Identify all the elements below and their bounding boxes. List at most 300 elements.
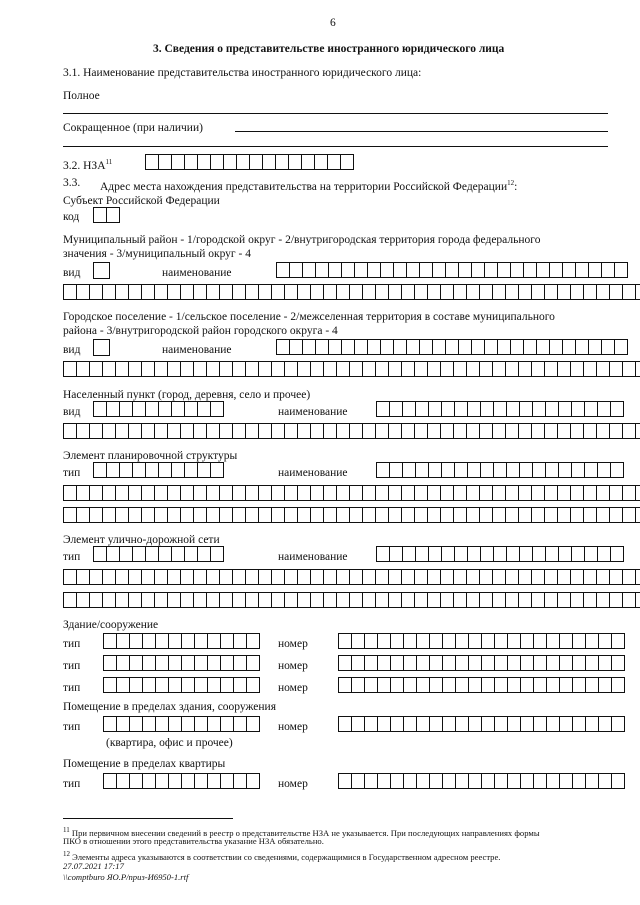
input-cell[interactable] [402, 462, 416, 478]
input-cell[interactable] [406, 339, 420, 355]
input-cell[interactable] [523, 339, 537, 355]
input-cell[interactable] [596, 507, 610, 523]
input-cell[interactable] [180, 592, 194, 608]
input-cell[interactable] [184, 546, 198, 562]
input-cell[interactable] [494, 716, 508, 732]
input-cell[interactable] [442, 655, 456, 671]
input-cell[interactable] [376, 546, 390, 562]
input-cell[interactable] [323, 507, 337, 523]
input-cell[interactable] [584, 462, 598, 478]
input-cell[interactable] [531, 569, 545, 585]
input-cell[interactable] [572, 716, 586, 732]
input-cell[interactable] [323, 485, 337, 501]
input-cell[interactable] [505, 485, 519, 501]
input-cell[interactable] [210, 401, 224, 417]
input-cell[interactable] [389, 401, 403, 417]
input-cell[interactable] [193, 284, 207, 300]
input-cell[interactable] [102, 284, 116, 300]
input-cell[interactable] [562, 339, 576, 355]
planning-name-cells-2[interactable] [63, 485, 640, 501]
input-cell[interactable] [276, 339, 290, 355]
input-cell[interactable] [128, 284, 142, 300]
input-cell[interactable] [258, 284, 272, 300]
input-cell[interactable] [403, 716, 417, 732]
input-cell[interactable] [493, 401, 507, 417]
input-cell[interactable] [445, 262, 459, 278]
input-cell[interactable] [233, 716, 247, 732]
input-cell[interactable] [484, 262, 498, 278]
input-cell[interactable] [505, 361, 519, 377]
input-cell[interactable] [336, 423, 350, 439]
input-cell[interactable] [468, 633, 482, 649]
input-cell[interactable] [601, 339, 615, 355]
input-cell[interactable] [570, 569, 584, 585]
input-cell[interactable] [167, 485, 181, 501]
input-cell[interactable] [380, 262, 394, 278]
input-cell[interactable] [479, 592, 493, 608]
input-cell[interactable] [570, 592, 584, 608]
input-cell[interactable] [271, 423, 285, 439]
input-cell[interactable] [453, 284, 467, 300]
input-cell[interactable] [232, 592, 246, 608]
input-cell[interactable] [610, 401, 624, 417]
input-cell[interactable] [289, 262, 303, 278]
input-cell[interactable] [507, 773, 521, 789]
input-cell[interactable] [442, 716, 456, 732]
input-cell[interactable] [609, 485, 623, 501]
input-cell[interactable] [403, 677, 417, 693]
input-cell[interactable] [429, 716, 443, 732]
input-cell[interactable] [468, 655, 482, 671]
input-cell[interactable] [510, 262, 524, 278]
input-cell[interactable] [507, 655, 521, 671]
input-cell[interactable] [458, 339, 472, 355]
input-cell[interactable] [583, 284, 597, 300]
input-cell[interactable] [364, 677, 378, 693]
input-cell[interactable] [102, 423, 116, 439]
input-cell[interactable] [390, 677, 404, 693]
input-cell[interactable] [536, 262, 550, 278]
input-cell[interactable] [557, 569, 571, 585]
input-cell[interactable] [497, 339, 511, 355]
input-cell[interactable] [129, 773, 143, 789]
input-cell[interactable] [415, 546, 429, 562]
input-cell[interactable] [531, 284, 545, 300]
input-cell[interactable] [635, 284, 640, 300]
input-cell[interactable] [471, 262, 485, 278]
input-cell[interactable] [479, 361, 493, 377]
input-cell[interactable] [481, 716, 495, 732]
input-cell[interactable] [119, 546, 133, 562]
input-cell[interactable] [220, 773, 234, 789]
input-cell[interactable] [598, 677, 612, 693]
input-cell[interactable] [570, 361, 584, 377]
input-cell[interactable] [505, 592, 519, 608]
locality-type-cells[interactable] [93, 401, 223, 417]
input-cell[interactable] [219, 569, 233, 585]
input-cell[interactable] [93, 207, 107, 223]
input-cell[interactable] [609, 592, 623, 608]
input-cell[interactable] [193, 507, 207, 523]
input-cell[interactable] [354, 262, 368, 278]
input-cell[interactable] [180, 284, 194, 300]
input-cell[interactable] [601, 262, 615, 278]
input-cell[interactable] [454, 546, 468, 562]
input-cell[interactable] [583, 423, 597, 439]
input-cell[interactable] [102, 569, 116, 585]
input-cell[interactable] [232, 569, 246, 585]
input-cell[interactable] [466, 423, 480, 439]
input-cell[interactable] [364, 633, 378, 649]
input-cell[interactable] [116, 716, 130, 732]
input-cell[interactable] [520, 716, 534, 732]
input-cell[interactable] [232, 284, 246, 300]
input-cell[interactable] [158, 462, 172, 478]
input-cell[interactable] [441, 546, 455, 562]
input-cell[interactable] [284, 284, 298, 300]
input-cell[interactable] [284, 569, 298, 585]
input-cell[interactable] [220, 655, 234, 671]
input-cell[interactable] [171, 462, 185, 478]
input-cell[interactable] [341, 339, 355, 355]
input-cell[interactable] [223, 154, 237, 170]
input-cell[interactable] [419, 262, 433, 278]
input-cell[interactable] [106, 207, 120, 223]
input-cell[interactable] [388, 485, 402, 501]
input-cell[interactable] [232, 423, 246, 439]
input-cell[interactable] [63, 485, 77, 501]
apartment-room-number-cells[interactable] [338, 773, 624, 789]
input-cell[interactable] [622, 284, 636, 300]
input-cell[interactable] [466, 361, 480, 377]
input-cell[interactable] [585, 633, 599, 649]
input-cell[interactable] [622, 592, 636, 608]
input-cell[interactable] [401, 361, 415, 377]
input-cell[interactable] [349, 507, 363, 523]
input-cell[interactable] [467, 401, 481, 417]
input-cell[interactable] [155, 633, 169, 649]
input-cell[interactable] [271, 569, 285, 585]
input-cell[interactable] [128, 592, 142, 608]
input-cell[interactable] [141, 592, 155, 608]
input-cell[interactable] [155, 716, 169, 732]
input-cell[interactable] [533, 716, 547, 732]
input-cell[interactable] [284, 361, 298, 377]
input-cell[interactable] [89, 423, 103, 439]
input-cell[interactable] [246, 716, 260, 732]
input-cell[interactable] [585, 677, 599, 693]
input-cell[interactable] [558, 462, 572, 478]
input-cell[interactable] [341, 262, 355, 278]
input-cell[interactable] [375, 423, 389, 439]
input-cell[interactable] [494, 633, 508, 649]
input-cell[interactable] [401, 284, 415, 300]
input-cell[interactable] [375, 485, 389, 501]
street-name-cells-2[interactable] [63, 569, 640, 585]
input-cell[interactable] [145, 401, 159, 417]
input-cell[interactable] [154, 485, 168, 501]
input-cell[interactable] [142, 677, 156, 693]
planning-name-cells-3[interactable] [63, 507, 640, 523]
input-cell[interactable] [571, 462, 585, 478]
input-cell[interactable] [505, 284, 519, 300]
input-cell[interactable] [468, 716, 482, 732]
building-number-cells-1[interactable] [338, 633, 624, 649]
input-cell[interactable] [427, 423, 441, 439]
input-cell[interactable] [194, 716, 208, 732]
input-cell[interactable] [336, 361, 350, 377]
input-cell[interactable] [467, 462, 481, 478]
input-cell[interactable] [558, 401, 572, 417]
input-cell[interactable] [141, 485, 155, 501]
input-cell[interactable] [102, 485, 116, 501]
input-cell[interactable] [557, 592, 571, 608]
input-cell[interactable] [155, 655, 169, 671]
input-cell[interactable] [622, 361, 636, 377]
input-cell[interactable] [531, 507, 545, 523]
street-type-cells[interactable] [93, 546, 223, 562]
input-cell[interactable] [401, 507, 415, 523]
input-cell[interactable] [427, 485, 441, 501]
input-cell[interactable] [440, 423, 454, 439]
input-cell[interactable] [518, 361, 532, 377]
input-cell[interactable] [258, 485, 272, 501]
input-cell[interactable] [89, 569, 103, 585]
street-name-cells-3[interactable] [63, 592, 640, 608]
input-cell[interactable] [336, 507, 350, 523]
input-cell[interactable] [507, 677, 521, 693]
input-cell[interactable] [559, 655, 573, 671]
input-cell[interactable] [132, 546, 146, 562]
input-cell[interactable] [323, 592, 337, 608]
input-cell[interactable] [376, 401, 390, 417]
input-cell[interactable] [596, 592, 610, 608]
input-cell[interactable] [428, 401, 442, 417]
input-cell[interactable] [323, 569, 337, 585]
input-cell[interactable] [454, 462, 468, 478]
input-cell[interactable] [351, 716, 365, 732]
input-cell[interactable] [388, 592, 402, 608]
input-cell[interactable] [207, 716, 221, 732]
input-cell[interactable] [453, 507, 467, 523]
input-cell[interactable] [375, 592, 389, 608]
input-cell[interactable] [219, 485, 233, 501]
input-cell[interactable] [106, 462, 120, 478]
input-cell[interactable] [297, 423, 311, 439]
input-cell[interactable] [315, 262, 329, 278]
input-cell[interactable] [315, 339, 329, 355]
input-cell[interactable] [362, 507, 376, 523]
input-cell[interactable] [145, 154, 159, 170]
input-cell[interactable] [194, 677, 208, 693]
input-cell[interactable] [102, 592, 116, 608]
input-cell[interactable] [245, 507, 259, 523]
input-cell[interactable] [142, 716, 156, 732]
input-cell[interactable] [258, 507, 272, 523]
input-cell[interactable] [546, 716, 560, 732]
input-cell[interactable] [102, 361, 116, 377]
input-cell[interactable] [610, 462, 624, 478]
input-cell[interactable] [258, 592, 272, 608]
input-cell[interactable] [479, 507, 493, 523]
input-cell[interactable] [297, 361, 311, 377]
input-cell[interactable] [145, 462, 159, 478]
input-cell[interactable] [168, 773, 182, 789]
input-cell[interactable] [115, 423, 129, 439]
input-cell[interactable] [76, 507, 90, 523]
input-cell[interactable] [466, 284, 480, 300]
input-cell[interactable] [544, 592, 558, 608]
input-cell[interactable] [432, 262, 446, 278]
input-cell[interactable] [63, 361, 77, 377]
input-cell[interactable] [401, 485, 415, 501]
input-cell[interactable] [89, 485, 103, 501]
input-cell[interactable] [155, 677, 169, 693]
input-cell[interactable] [76, 361, 90, 377]
input-cell[interactable] [297, 592, 311, 608]
input-cell[interactable] [154, 569, 168, 585]
input-cell[interactable] [403, 655, 417, 671]
input-cell[interactable] [362, 361, 376, 377]
input-cell[interactable] [467, 546, 481, 562]
input-cell[interactable] [301, 154, 315, 170]
input-cell[interactable] [479, 485, 493, 501]
input-cell[interactable] [453, 569, 467, 585]
input-cell[interactable] [493, 546, 507, 562]
input-cell[interactable] [362, 569, 376, 585]
input-cell[interactable] [572, 677, 586, 693]
input-cell[interactable] [128, 361, 142, 377]
input-cell[interactable] [275, 154, 289, 170]
input-cell[interactable] [349, 569, 363, 585]
input-cell[interactable] [271, 361, 285, 377]
input-cell[interactable] [336, 592, 350, 608]
input-cell[interactable] [557, 423, 571, 439]
input-cell[interactable] [414, 361, 428, 377]
input-cell[interactable] [505, 423, 519, 439]
input-cell[interactable] [167, 507, 181, 523]
input-cell[interactable] [377, 655, 391, 671]
input-cell[interactable] [180, 485, 194, 501]
input-cell[interactable] [536, 339, 550, 355]
input-cell[interactable] [154, 284, 168, 300]
street-name-cells[interactable] [376, 546, 623, 562]
input-cell[interactable] [167, 592, 181, 608]
input-cell[interactable] [63, 569, 77, 585]
input-cell[interactable] [184, 462, 198, 478]
input-cell[interactable] [380, 339, 394, 355]
input-cell[interactable] [181, 677, 195, 693]
input-cell[interactable] [327, 154, 341, 170]
input-cell[interactable] [531, 361, 545, 377]
input-cell[interactable] [154, 423, 168, 439]
input-cell[interactable] [388, 361, 402, 377]
input-cell[interactable] [596, 569, 610, 585]
input-cell[interactable] [167, 569, 181, 585]
input-cell[interactable] [546, 773, 560, 789]
input-cell[interactable] [388, 569, 402, 585]
input-cell[interactable] [377, 773, 391, 789]
input-cell[interactable] [180, 569, 194, 585]
input-cell[interactable] [523, 262, 537, 278]
building-type-cells-1[interactable] [103, 633, 259, 649]
input-cell[interactable] [367, 339, 381, 355]
input-cell[interactable] [532, 546, 546, 562]
input-cell[interactable] [455, 677, 469, 693]
input-cell[interactable] [635, 423, 640, 439]
input-cell[interactable] [207, 773, 221, 789]
input-cell[interactable] [141, 284, 155, 300]
input-cell[interactable] [354, 339, 368, 355]
input-cell[interactable] [181, 773, 195, 789]
input-cell[interactable] [310, 361, 324, 377]
input-cell[interactable] [416, 773, 430, 789]
input-cell[interactable] [507, 716, 521, 732]
input-cell[interactable] [351, 773, 365, 789]
input-cell[interactable] [194, 633, 208, 649]
input-cell[interactable] [427, 569, 441, 585]
input-cell[interactable] [622, 485, 636, 501]
input-cell[interactable] [271, 592, 285, 608]
input-cell[interactable] [583, 361, 597, 377]
input-cell[interactable] [559, 677, 573, 693]
input-cell[interactable] [171, 546, 185, 562]
input-cell[interactable] [206, 284, 220, 300]
input-cell[interactable] [246, 655, 260, 671]
input-cell[interactable] [377, 716, 391, 732]
input-cell[interactable] [520, 677, 534, 693]
input-cell[interactable] [106, 401, 120, 417]
input-cell[interactable] [220, 716, 234, 732]
input-cell[interactable] [310, 507, 324, 523]
input-cell[interactable] [193, 423, 207, 439]
input-cell[interactable] [364, 773, 378, 789]
input-cell[interactable] [549, 339, 563, 355]
input-cell[interactable] [89, 507, 103, 523]
input-cell[interactable] [414, 592, 428, 608]
input-cell[interactable] [377, 633, 391, 649]
input-cell[interactable] [585, 773, 599, 789]
input-cell[interactable] [453, 423, 467, 439]
input-cell[interactable] [245, 592, 259, 608]
input-cell[interactable] [598, 633, 612, 649]
input-cell[interactable] [458, 262, 472, 278]
input-cell[interactable] [635, 592, 640, 608]
input-cell[interactable] [406, 262, 420, 278]
input-cell[interactable] [336, 284, 350, 300]
input-cell[interactable] [233, 633, 247, 649]
input-cell[interactable] [455, 655, 469, 671]
input-cell[interactable] [570, 507, 584, 523]
municipal-type-box[interactable] [93, 262, 110, 279]
input-cell[interactable] [297, 485, 311, 501]
input-cell[interactable] [276, 262, 290, 278]
input-cell[interactable] [571, 546, 585, 562]
input-cell[interactable] [145, 546, 159, 562]
input-cell[interactable] [388, 423, 402, 439]
input-cell[interactable] [455, 716, 469, 732]
input-cell[interactable] [258, 361, 272, 377]
input-cell[interactable] [180, 361, 194, 377]
input-cell[interactable] [520, 655, 534, 671]
input-cell[interactable] [390, 655, 404, 671]
input-cell[interactable] [377, 677, 391, 693]
input-cell[interactable] [393, 339, 407, 355]
apartment-room-type-cells[interactable] [103, 773, 259, 789]
input-cell[interactable] [323, 423, 337, 439]
settlement-name-cells[interactable] [276, 339, 627, 355]
input-cell[interactable] [454, 401, 468, 417]
